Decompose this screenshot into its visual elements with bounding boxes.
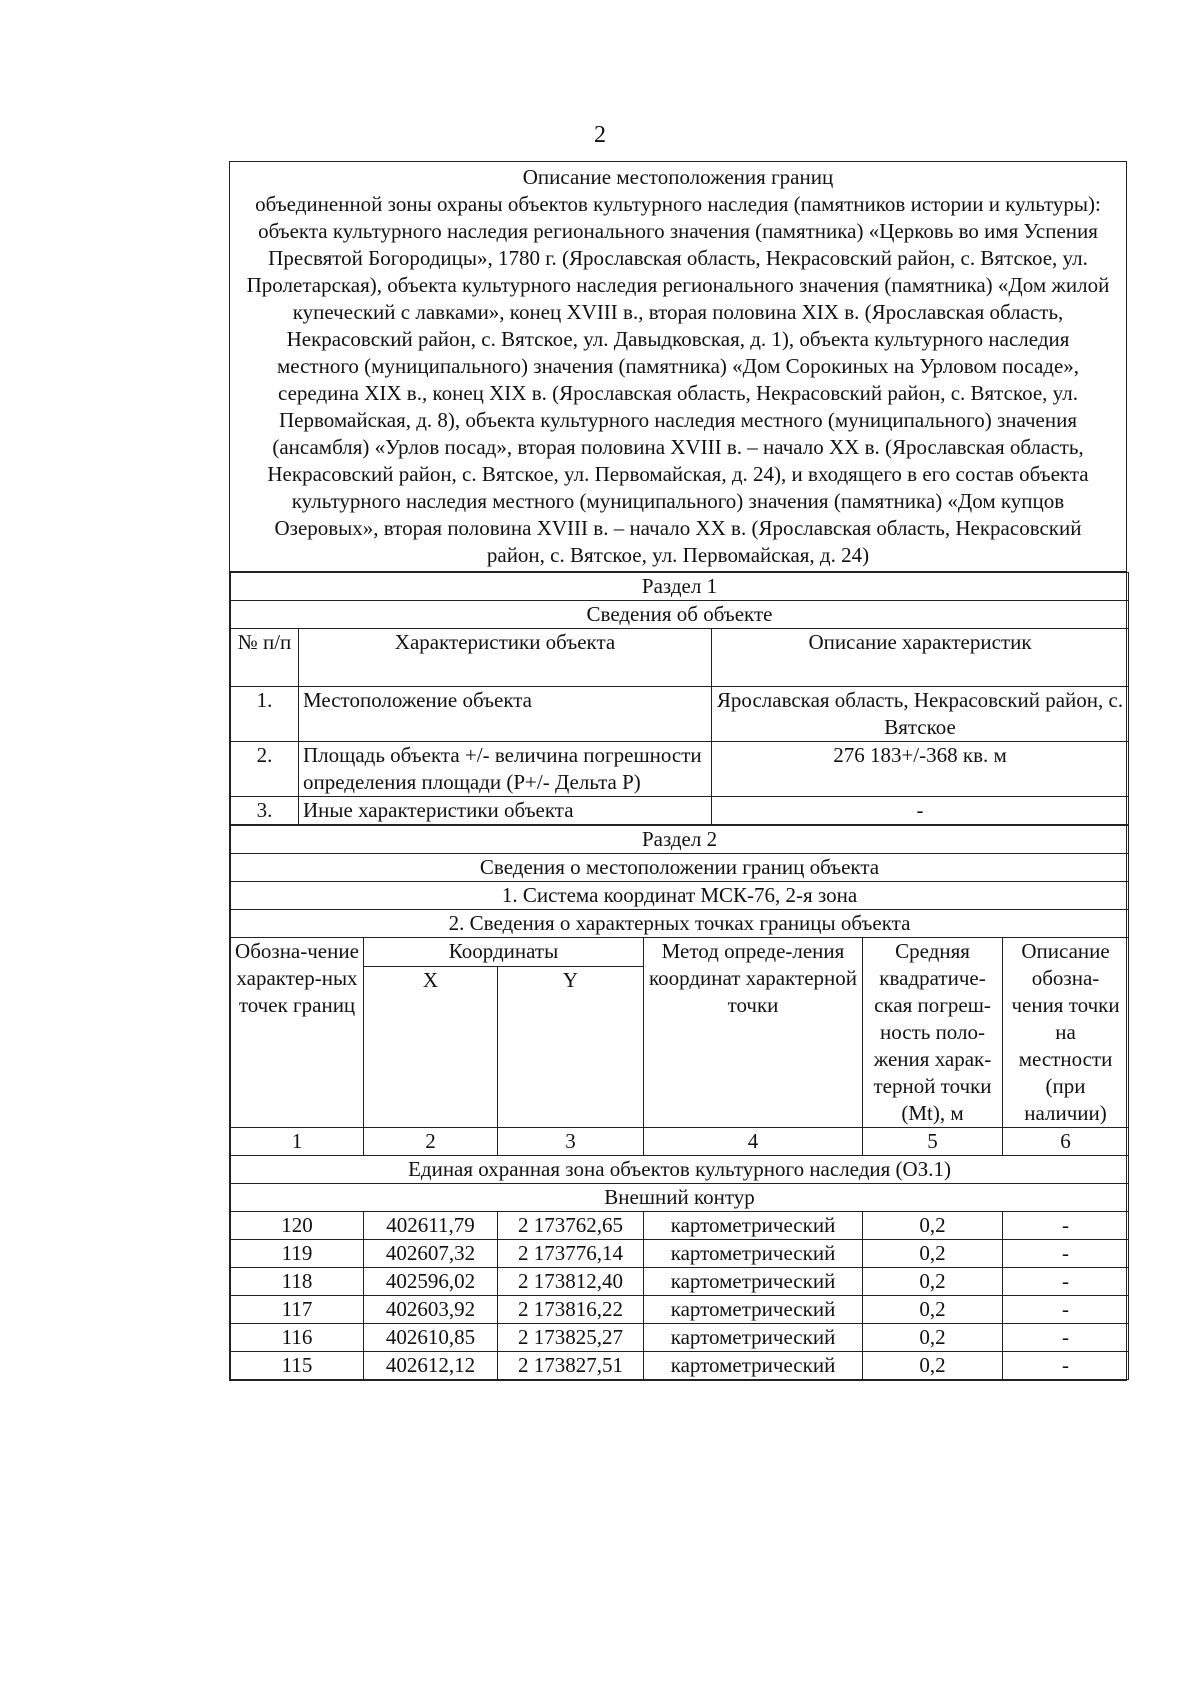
row-num: 2. [231,742,299,797]
point-id: 116 [231,1324,364,1352]
header-note: Описание обозна-чения точки на местности (при наличии) [1003,938,1129,1128]
points-title: 2. Сведения о характерных точках границы объекта [231,910,1129,938]
header-num: № п/п [231,629,299,687]
point-id: 115 [231,1352,364,1380]
col-number: 2 [364,1128,498,1156]
point-y: 2 173825,27 [498,1324,644,1352]
header-characteristic: Характеристики объекта [299,629,712,687]
point-note: - [1003,1268,1129,1296]
point-y: 2 173776,14 [498,1240,644,1268]
header-description: Описание характеристик [712,629,1129,687]
section1-table [230,572,1129,825]
point-mt: 0,2 [863,1296,1003,1324]
table-row [231,1352,1129,1380]
point-x: 402611,79 [364,1212,498,1240]
point-x: 402596,02 [364,1268,498,1296]
row-description: - [712,797,1129,825]
row-description: Ярославская область, Некрасовский район, с. Вятское [712,687,1129,742]
header-error: Средняя квадратиче-ская погреш-ность поло-жения харак-терной точки (Mt), м [863,938,1003,1128]
point-method: картометрический [644,1324,863,1352]
point-method: картометрический [644,1268,863,1296]
zone-title: Единая охранная зона объектов культурного наследия (ОЗ.1) [231,1156,1129,1184]
coordinate-system: 1. Система координат МСК-76, 2-я зона [231,882,1129,910]
point-id: 117 [231,1296,364,1324]
page-number: 2 [594,122,606,148]
point-method: картометрический [644,1212,863,1240]
section1-title: Раздел 1 [231,573,1129,601]
table-row [231,687,1129,742]
header-method: Метод опреде-ления координат характерной точки [644,938,863,1128]
point-y: 2 173816,22 [498,1296,644,1324]
point-mt: 0,2 [863,1212,1003,1240]
table-row [231,1212,1129,1240]
point-id: 120 [231,1212,364,1240]
point-x: 402603,92 [364,1296,498,1324]
point-note: - [1003,1352,1129,1380]
col-number: 3 [498,1128,644,1156]
table-row [231,1268,1129,1296]
contour-title: Внешний контур [231,1184,1129,1212]
header-designation: Обозна-чение характер-ных точек границ [231,938,364,1128]
col-number: 5 [863,1128,1003,1156]
point-y: 2 173827,51 [498,1352,644,1380]
header-x: X [364,967,498,1128]
row-characteristic: Площадь объекта +/- величина погрешности определения площади (P+/- Дельта P) [299,742,712,797]
point-x: 402607,32 [364,1240,498,1268]
header-y: Y [498,967,644,1128]
section2-subtitle: Сведения о местоположении границ объекта [231,854,1129,882]
col-number: 1 [231,1128,364,1156]
point-id: 118 [231,1268,364,1296]
point-mt: 0,2 [863,1324,1003,1352]
row-num: 3. [231,797,299,825]
document-sheet [229,161,1127,1381]
title-block [230,162,1126,572]
col-number: 6 [1003,1128,1129,1156]
point-y: 2 173812,40 [498,1268,644,1296]
table-row [231,742,1129,797]
table-row [231,1324,1129,1352]
point-mt: 0,2 [863,1268,1003,1296]
point-note: - [1003,1296,1129,1324]
row-characteristic: Местоположение объекта [299,687,712,742]
section2-title: Раздел 2 [231,826,1129,854]
point-method: картометрический [644,1296,863,1324]
point-note: - [1003,1240,1129,1268]
document-description: объединенной зоны охраны объектов культурного наследия (памятников истории и культуры): объекта культурного наследия регионального значения (памятника) «Церковь во имя Успения Пресвятой Богородицы», 1780 г. (Ярославская область, Некрасовский район, с. Вятское, ул. Пролетарская), объекта культурного наследия регионального значения (памятника) «Дом жилой купеческий с лавками», конец XVIII в., вторая половина XIX в. (Ярославская область, Некрасовский район, с. Вятское, ул. Давыдковская, д. 1), объекта культурного наследия местного (муниципального) значения (памятника) «Дом Сорокиных на Урловом посаде», середина XIX в., конец XIX в. (Ярославская область, Некрасовский район, с. Вятское, ул. Первомайская, д. 8), объекта культурного наследия местного (муниципального) значения (ансамбля) «Урлов посад», вторая половина XVIII в. – начало XX в. (Ярославская область, Некрасовский район, с. Вятское, ул. Первомайская, д. 24), и входящего в его состав объекта культурного наследия местного (муниципального) значения (памятника) «Дом купцов Озеровых», вторая половина XVIII в. – начало XX в. (Ярославская область, Некрасовский район, с. Вятское, ул. Первомайская, д. 24) [246,192,1110,567]
table-row [231,1296,1129,1324]
point-x: 402610,85 [364,1324,498,1352]
point-id: 119 [231,1240,364,1268]
point-y: 2 173762,65 [498,1212,644,1240]
col-number: 4 [644,1128,863,1156]
point-x: 402612,12 [364,1352,498,1380]
point-mt: 0,2 [863,1352,1003,1380]
header-coordinates: Координаты [364,938,644,967]
point-method: картометрический [644,1240,863,1268]
document-title: Описание местоположения границ [522,165,834,189]
section2-table [230,825,1129,1380]
table-row [231,1240,1129,1268]
point-method: картометрический [644,1352,863,1380]
section1-subtitle: Сведения об объекте [231,601,1129,629]
point-note: - [1003,1212,1129,1240]
point-mt: 0,2 [863,1240,1003,1268]
row-characteristic: Иные характеристики объекта [299,797,712,825]
row-num: 1. [231,687,299,742]
table-row [231,797,1129,825]
row-description: 276 183+/-368 кв. м [712,742,1129,797]
point-note: - [1003,1324,1129,1352]
